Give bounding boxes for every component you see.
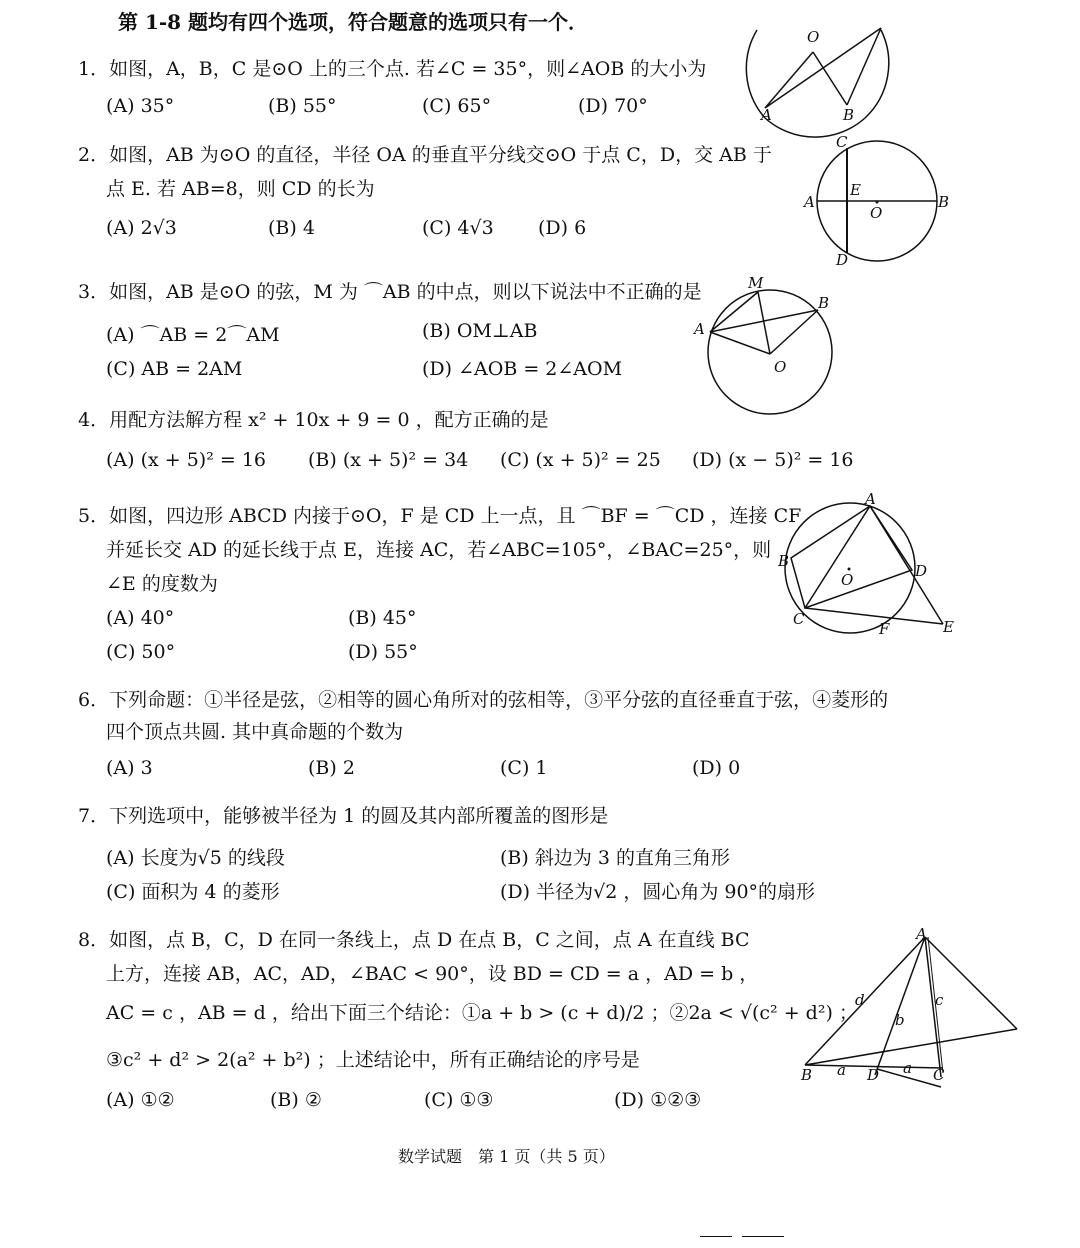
q5-option-d: (D) 55° <box>348 641 418 663</box>
q3-figure <box>690 272 850 422</box>
q7-option-c: (C) 面积为 4 的菱形 <box>106 881 280 903</box>
bottom-rule-2 <box>742 1236 784 1237</box>
q6-option-d: (D) 0 <box>692 757 741 779</box>
q1-figure <box>735 10 895 125</box>
q2-option-c: (C) 4√3 <box>422 217 494 239</box>
q5-label-f: F <box>879 620 890 638</box>
question-5-line-2: 并延长交 AD 的延长线于点 E，连接 AC，若∠ABC=105°，∠BAC=25°，则 <box>106 539 772 561</box>
q1-label-a: A <box>761 106 772 124</box>
q8-option-a: (A) ①② <box>106 1089 175 1111</box>
q4-option-b: (B) (x + 5)² = 34 <box>308 449 469 471</box>
q7-option-d: (D) 半径为√2 ，圆心角为 90°的扇形 <box>500 881 816 903</box>
q3-label-m: M <box>748 274 764 292</box>
q8-label-d: D <box>867 1066 880 1084</box>
q1-option-b: (B) 55° <box>268 95 337 117</box>
q5-label-a: A <box>865 490 876 508</box>
q1-option-c: (C) 65° <box>422 95 492 117</box>
q4-option-d: (D) (x − 5)² = 16 <box>692 449 854 471</box>
q8-figure <box>795 925 1025 1095</box>
q8-label-d-side: d <box>855 991 865 1009</box>
q8-label-c: C <box>933 1066 945 1084</box>
q2-label-a: A <box>804 193 815 211</box>
question-8-line-4: ③c² + d² > 2(a² + b²) ；上述结论中，所有正确结论的序号是 <box>106 1049 640 1071</box>
q7-option-b: (B) 斜边为 3 的直角三角形 <box>500 847 730 869</box>
q8-option-c: (C) ①③ <box>424 1089 494 1111</box>
page-footer: 数学试题 第 1 页（共 5 页） <box>398 1147 615 1166</box>
question-7-text: 7．下列选项中，能够被半径为 1 的圆及其内部所覆盖的图形是 <box>78 805 609 827</box>
question-6-line-2: 四个顶点共圆. 其中真命题的个数为 <box>106 721 404 743</box>
q5-label-c: C <box>793 610 805 628</box>
question-5-line-1: 5．如图，四边形 ABCD 内接于⊙O，F 是 CD 上一点，且 ⌒BF = ⌒CD ，连接 CF <box>78 505 802 527</box>
q5-label-o: O <box>841 571 854 589</box>
q2-label-b: B <box>938 193 950 211</box>
q1-label-b: B <box>843 106 855 124</box>
q4-option-a: (A) (x + 5)² = 16 <box>106 449 267 471</box>
bottom-rule-1 <box>700 1236 732 1237</box>
q2-option-b: (B) 4 <box>268 217 315 239</box>
question-2-line-1: 2．如图，AB 为⊙O 的直径，半径 OA 的垂直平分线交⊙O 于点 C，D，交 AB 于 <box>78 144 772 166</box>
q1-option-d: (D) 70° <box>578 95 648 117</box>
q3-label-b: B <box>818 294 830 312</box>
question-8-line-1: 8．如图，点 B，C，D 在同一条线上，点 D 在点 B，C 之间，点 A 在直线 BC <box>78 929 750 951</box>
q5-label-b: B <box>778 552 790 570</box>
q3-option-a: (A) ⌒AB = 2⌒AM <box>106 324 280 346</box>
q6-option-b: (B) 2 <box>308 757 355 779</box>
q8-option-b: (B) ② <box>270 1089 322 1111</box>
q2-figure <box>800 135 960 270</box>
q8-label-a-left: a <box>837 1061 846 1079</box>
q2-label-c: C <box>836 133 848 151</box>
q3-option-c: (C) AB = 2AM <box>106 358 243 380</box>
question-4-text: 4．用配方法解方程 x² + 10x + 9 = 0 ，配方正确的是 <box>78 409 549 431</box>
question-2-line-2: 点 E. 若 AB=8，则 CD 的长为 <box>106 178 375 200</box>
q6-option-a: (A) 3 <box>106 757 153 779</box>
question-3-text: 3．如图，AB 是⊙O 的弦，M 为 ⌒AB 的中点，则以下说法中不正确的是 <box>78 281 702 303</box>
q5-label-d: D <box>915 562 928 580</box>
section-header: 第 1-8 题均有四个选项，符合题意的选项只有一个． <box>118 10 589 34</box>
q3-label-o: O <box>774 358 787 376</box>
q8-label-c-side: c <box>935 991 944 1009</box>
q2-option-a: (A) 2√3 <box>106 217 177 239</box>
q2-label-e: E <box>850 181 861 199</box>
question-5-line-3: ∠E 的度数为 <box>106 573 218 595</box>
q5-option-b: (B) 45° <box>348 607 417 629</box>
q8-label-a: A <box>916 925 927 943</box>
question-8-line-3: AC = c ，AB = d ，给出下面三个结论：①a + b > (c + d)/2 ；②2a < √(c² + d²) ； <box>106 1002 858 1024</box>
q1-label-o: O <box>807 28 820 46</box>
q4-option-c: (C) (x + 5)² = 25 <box>500 449 661 471</box>
q3-option-b: (B) OM⊥AB <box>422 320 538 342</box>
q8-label-b: B <box>801 1066 813 1084</box>
q2-label-d: D <box>836 251 849 269</box>
q2-option-d: (D) 6 <box>538 217 587 239</box>
question-8-line-2: 上方，连接 AB，AC，AD，∠BAC < 90°，设 BD = CD = a ，AD = b ， <box>106 963 759 985</box>
q8-label-b-side: b <box>895 1011 905 1029</box>
q2-label-o: O <box>870 204 883 222</box>
question-1-text: 1．如图，A，B，C 是⊙O 上的三个点. 若∠C = 35°，则∠AOB 的大小为 <box>78 58 707 80</box>
q1-option-a: (A) 35° <box>106 95 175 117</box>
q5-figure <box>775 492 965 642</box>
q3-label-a: A <box>694 320 705 338</box>
q3-option-d: (D) ∠AOB = 2∠AOM <box>422 358 623 380</box>
q5-label-e: E <box>943 618 954 636</box>
q5-option-a: (A) 40° <box>106 607 175 629</box>
question-6-line-1: 6．下列命题：①半径是弦，②相等的圆心角所对的弦相等，③平分弦的直径垂直于弦，④菱形的 <box>78 689 889 711</box>
q8-label-a-right: a <box>903 1059 912 1077</box>
q7-option-a: (A) 长度为√5 的线段 <box>106 847 285 869</box>
q8-option-d: (D) ①②③ <box>614 1089 702 1111</box>
q6-option-c: (C) 1 <box>500 757 548 779</box>
q5-option-c: (C) 50° <box>106 641 176 663</box>
